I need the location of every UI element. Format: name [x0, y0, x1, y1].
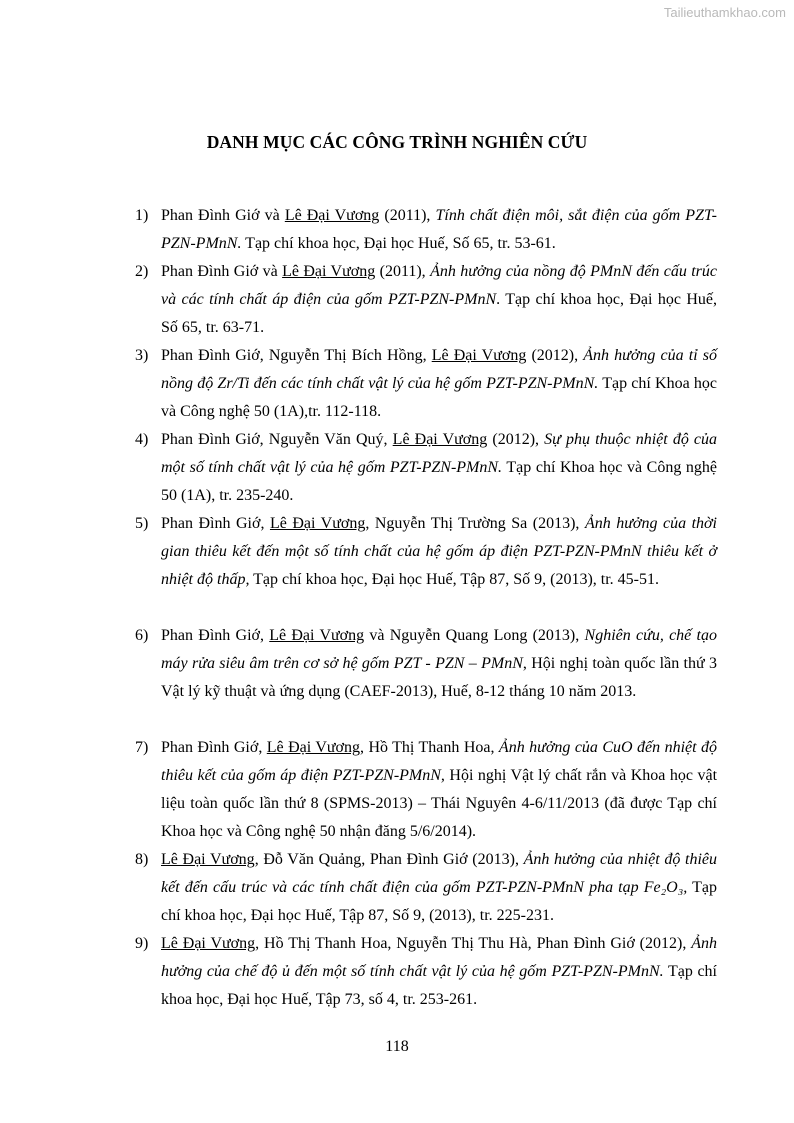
reference-text: Phan Đình Giớ và Lê Đại Vương (2011), Ảnh hưởng của nồng độ PMnN đến cấu trúc và các tính chất áp điện của gốm PZT-PZN-PMnN. Tạp chí khoa học, Đại học Huế, Số 65, tr. 63-71.	[161, 263, 718, 336]
reference-title: Tính chất điện môi, sắt điện của gốm PZT-PZN-PMnN.	[161, 207, 718, 252]
reference-text: Phan Đình Giớ, Lê Đại Vương, Nguyễn Thị Trường Sa (2013), Ảnh hưởng của thời gian thiêu kết đến một số tính chất của hệ gốm áp điện PZT-PZN-PMnN thiêu kết ở nhiệt độ thấp, Tạp chí khoa học, Đại học Huế, Tập 87, Số 9, (2013), tr. 45-51.	[161, 515, 717, 588]
reference-title: Ảnh hưởng của chế độ ủ đến một số tính chất vật lý của hệ gốm PZT-PZN-PMnN.	[161, 935, 718, 980]
highlighted-author: Lê Đại Vương	[282, 263, 376, 280]
highlighted-author: Lê Đại Vương	[431, 347, 527, 364]
reference-item-8	[135, 846, 717, 930]
reference-item-1	[135, 202, 717, 258]
highlighted-author: Lê Đại Vương	[269, 515, 366, 532]
reference-title: Ảnh hưởng của tỉ số nồng độ Zr/Ti đến các tính chất vật lý của hệ gốm PZT-PZN-PMnN.	[161, 347, 717, 392]
reference-item-7	[135, 734, 717, 846]
reference-item-3	[135, 342, 717, 426]
reference-number: 1)	[135, 207, 149, 224]
reference-text: Phan Đình Giớ, Nguyễn Văn Quý, Lê Đại Vương (2012), Sự phụ thuộc nhiệt độ của một số tính chất vật lý của hệ gốm PZT-PZN-PMnN. Tạp chí Khoa học và Công nghệ 50 (1A), tr. 235-240.	[161, 431, 718, 504]
highlighted-author: Lê Đại Vương	[392, 431, 488, 448]
reference-text: Phan Đình Giớ, Nguyễn Thị Bích Hồng, Lê Đại Vương (2012), Ảnh hưởng của tỉ số nồng độ Zr/Ti đến các tính chất vật lý của hệ gốm PZT-PZN-PMnN. Tạp chí Khoa học và Công nghệ 50 (1A),tr. 112-118.	[161, 347, 718, 420]
reference-item-6	[135, 622, 717, 706]
reference-text: Phan Đình Giớ, Lê Đại Vương, Hồ Thị Thanh Hoa, Ảnh hưởng của CuO đến nhiệt độ thiêu kết của gốm áp điện PZT-PZN-PMnN, Hội nghị Vật lý chất rắn và Khoa học vật liệu toàn quốc lần thứ 8 (SPMS-2013) – Thái Nguyên 4-6/11/2013 (đã được Tạp chí Khoa học và Công nghệ 50 nhận đăng 5/6/2014).	[161, 739, 718, 840]
highlighted-author: Lê Đại Vương	[161, 935, 256, 952]
page-number: 118	[385, 1038, 409, 1055]
reference-number: 9)	[135, 935, 149, 952]
reference-text: Lê Đại Vương, Đỗ Văn Quảng, Phan Đình Giớ (2013), Ảnh hưởng của nhiệt độ thiêu kết đến cấu trúc và các tính chất điện của gốm PZT-PZN-PMnN pha tạp Fe₂O₃, Tạp chí khoa học, Đại học Huế, Tập 87, Số 9, (2013), tr. 225-231.	[161, 851, 718, 924]
reference-item-2	[135, 258, 717, 342]
reference-title: Ảnh hưởng của thời gian thiêu kết đến một số tính chất của hệ gốm áp điện PZT-PZN-PMnN thiêu kết ở nhiệt độ thấp,	[161, 515, 717, 588]
reference-item-4	[135, 426, 717, 510]
reference-text: Phan Đình Giớ và Lê Đại Vương (2011), Tính chất điện môi, sắt điện của gốm PZT-PZN-PMnN. Tạp chí khoa học, Đại học Huế, Số 65, tr. 53-61.	[161, 207, 718, 252]
reference-item-9	[135, 930, 717, 1014]
highlighted-author: Lê Đại Vương	[269, 627, 365, 644]
highlighted-author: Lê Đại Vương	[284, 207, 380, 224]
highlighted-author: Lê Đại Vương	[161, 851, 255, 868]
reference-text: Phan Đình Giớ, Lê Đại Vương và Nguyễn Quang Long (2013), Nghiên cứu, chế tạo máy rửa siêu âm trên cơ sở hệ gốm PZT - PZN – PMnN, Hội nghị toàn quốc lần thứ 3 Vật lý kỹ thuật và ứng dụng (CAEF-2013), Huế, 8-12 tháng 10 năm 2013.	[161, 627, 718, 700]
reference-number: 2)	[135, 263, 149, 280]
reference-number: 6)	[135, 627, 149, 644]
reference-title: Ảnh hưởng của nồng độ PMnN đến cấu trúc và các tính chất áp điện của gốm PZT-PZN-PMnN	[161, 263, 718, 308]
reference-number: 7)	[135, 739, 149, 756]
reference-number: 4)	[135, 431, 149, 448]
highlighted-author: Lê Đại Vương	[266, 739, 361, 756]
reference-title: Ảnh hưởng của nhiệt độ thiêu kết đến cấu trúc và các tính chất điện của gốm PZT-PZN-PMnN pha tạp Fe₂O₃,	[161, 851, 718, 896]
reference-item-5	[135, 510, 717, 594]
reference-title: Nghiên cứu, chế tạo máy rửa siêu âm trên cơ sở hệ gốm PZT - PZN – PMnN	[161, 627, 717, 672]
reference-title: Ảnh hưởng của CuO đến nhiệt độ thiêu kết của gốm áp điện PZT-PZN-PMnN,	[161, 739, 717, 784]
reference-number: 5)	[135, 515, 149, 532]
reference-text: Lê Đại Vương, Hồ Thị Thanh Hoa, Nguyễn Thị Thu Hà, Phan Đình Giớ (2012), Ảnh hưởng của chế độ ủ đến một số tính chất vật lý của hệ gốm PZT-PZN-PMnN. Tạp chí khoa học, Đại học Huế, Tập 73, số 4, tr. 253-261.	[161, 935, 718, 1008]
reference-title: Sự phụ thuộc nhiệt độ của một số tính chất vật lý của hệ gốm PZT-PZN-PMnN.	[161, 431, 718, 476]
page-title: DANH MỤC CÁC CÔNG TRÌNH NGHIÊN CỨU	[206, 132, 588, 152]
reference-number: 3)	[135, 347, 149, 364]
reference-number: 8)	[135, 851, 149, 868]
watermark: Tailieuthamkhao.com	[663, 5, 786, 20]
